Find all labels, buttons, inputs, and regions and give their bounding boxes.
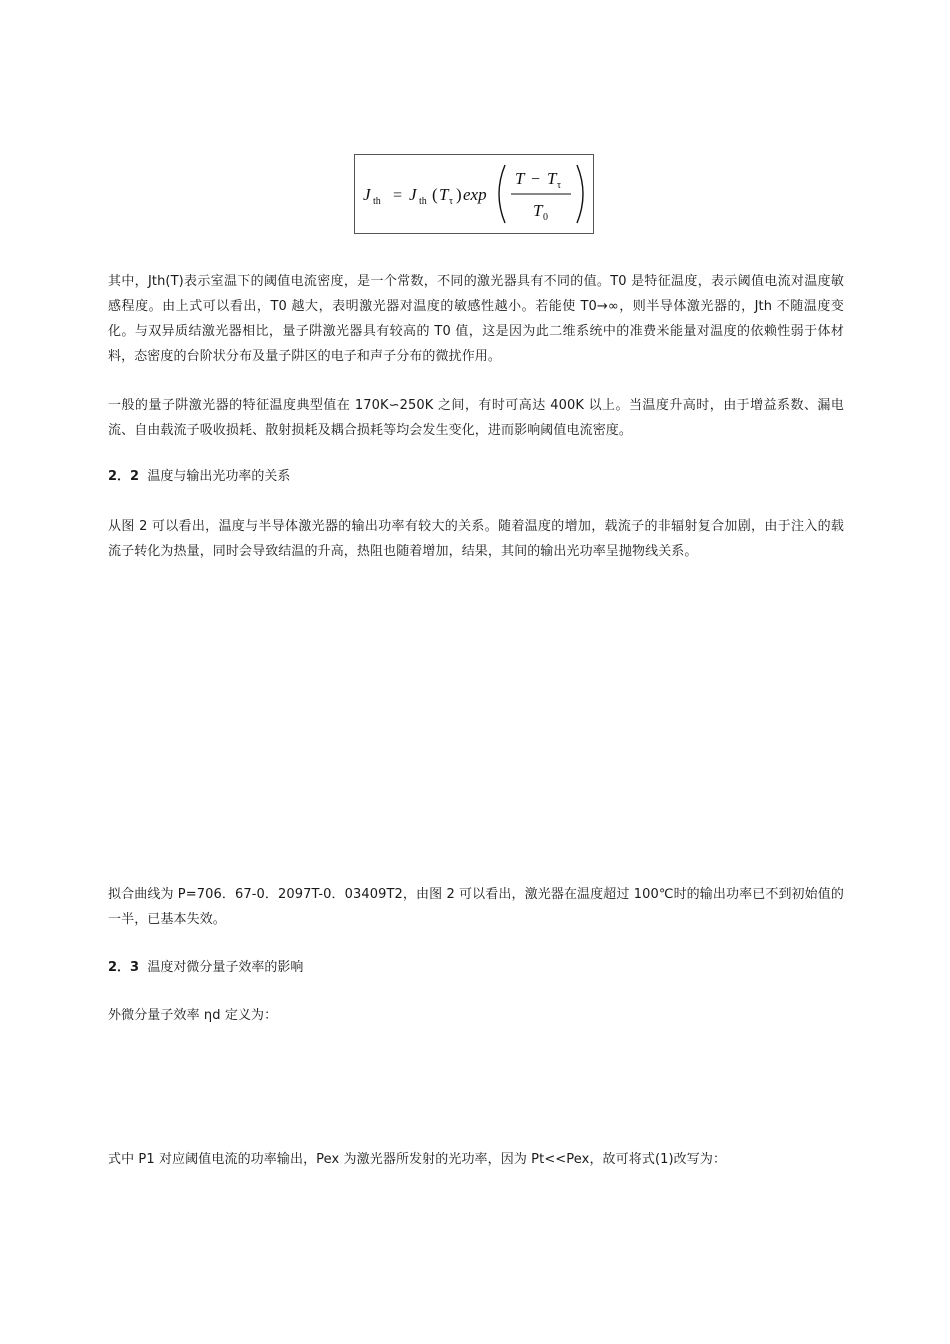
equation-placeholder-area bbox=[108, 1040, 844, 1140]
formula-j-rhs: J bbox=[409, 185, 417, 204]
formula-lparen-small: ( bbox=[432, 185, 438, 204]
paragraph-p1-pex: 式中 P1 对应阈值电流的功率输出，Pex 为激光器所发射的光功率，因为 Pt<<Pex，故可将式(1)改写为： bbox=[108, 1152, 727, 1167]
paragraph-t0-explanation: 其中，Jth(T)表示室温下的阈值电流密度，是一个常数，不同的激光器具有不同的值。T0 是特征温度，表示阈值电流对温度敏感程度。由上式可以看出，T0 越大，表明激光器对温度的敏感性越小。若能使 T0→∞，则半导体激光器的，Jth 不随温度变化。与双异质结激光器相比，量子阱激光器具有较高的 T0 值，这是因为此二维系统中的准费米能量对温度的依赖性弱于体材料，态密度的台阶状分布及量子阱区的电子和声子分布的微扰作用。 bbox=[108, 274, 844, 364]
formula-sub-tau-arg: τ bbox=[449, 196, 454, 207]
figure-placeholder-area bbox=[108, 575, 844, 865]
formula-box bbox=[354, 154, 594, 234]
formula-exp: exp bbox=[463, 185, 487, 204]
formula-rparen-small: ) bbox=[456, 185, 462, 204]
section-heading-2-3 bbox=[108, 958, 303, 978]
paragraph-differential-efficiency-definition: 外微分量子效率 ηd 定义为： bbox=[108, 1008, 278, 1023]
formula-j-lhs: J bbox=[363, 185, 371, 204]
formula-big-right-paren bbox=[577, 165, 583, 223]
section-number-2-3: 2．3 bbox=[108, 960, 140, 975]
formula-numerator-t: T bbox=[515, 169, 525, 188]
section-title-2-3: 温度对微分量子效率的影响 bbox=[147, 960, 304, 975]
formula-sub-th-lhs: th bbox=[373, 196, 381, 207]
formula-sub-th-rhs: th bbox=[419, 196, 427, 207]
formula-denominator-t: T bbox=[533, 201, 543, 220]
paragraph-characteristic-temperature: 一般的量子阱激光器的特征温度典型值在 170K∽250K 之间，有时可高达 400K 以上。当温度升高时，由于增益系数、漏电流、自由载流子吸收损耗、散射损耗及耦合损耗等均会发生变化，进而影响阈值电流密度。 bbox=[108, 398, 844, 438]
section-number-2-2: 2．2 bbox=[108, 469, 140, 484]
section-title-2-2: 温度与输出光功率的关系 bbox=[147, 469, 291, 484]
formula-numerator-ttau: T bbox=[547, 169, 557, 188]
section-heading-2-2 bbox=[108, 467, 290, 487]
formula-t-arg: T bbox=[439, 185, 449, 204]
formula-equals: = bbox=[393, 187, 403, 204]
formula-sub-0: 0 bbox=[543, 212, 548, 223]
formula-minus: − bbox=[531, 171, 541, 188]
formula-sub-tau-num: τ bbox=[557, 180, 562, 191]
threshold-current-formula bbox=[355, 155, 593, 233]
paragraph-temperature-power-relation: 从图 2 可以看出，温度与半导体激光器的输出功率有较大的关系。随着温度的增加，载流子的非辐射复合加剧，由于注入的载流子转化为热量，同时会导致结温的升高，热阻也随着增加，结果，其间的输出光功率呈抛物线关系。 bbox=[108, 519, 844, 559]
paragraph-fitted-curve: 拟合曲线为 P=706．67-0．2097T-0．03409T2，由图 2 可以看出，激光器在温度超过 100℃时的输出功率已不到初始值的一半，已基本失效。 bbox=[108, 887, 844, 927]
formula-big-left-paren bbox=[499, 165, 505, 223]
